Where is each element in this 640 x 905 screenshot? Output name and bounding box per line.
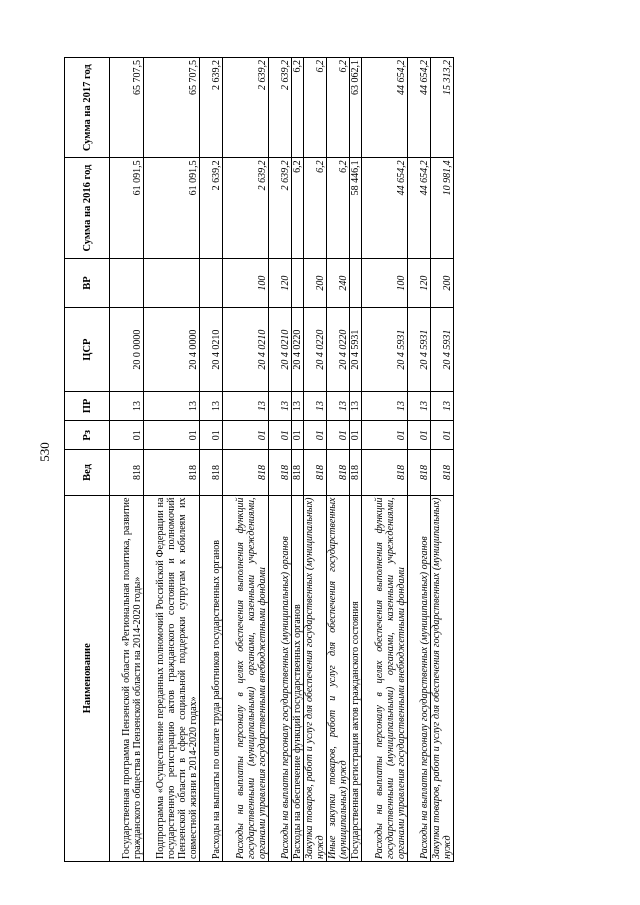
cell-name: Расходы на обеспечение функций государственных органов [292, 495, 304, 861]
cell-vr: 240 [327, 258, 350, 308]
table-row [431, 58, 454, 862]
cell-pr: 13 [350, 391, 362, 420]
header-pr: ПР [65, 391, 110, 420]
cell-csr: 20 4 5931 [350, 308, 362, 391]
header-rz: Рз [65, 421, 110, 450]
cell-rz: 01 [304, 421, 327, 450]
cell-vr [200, 258, 223, 308]
table-row [362, 58, 408, 862]
cell-sum-2017: 2 639,2 [269, 58, 292, 158]
cell-csr: 20 4 5931 [362, 308, 408, 391]
cell-csr: 20 4 0000 [144, 308, 200, 391]
cell-sum-2017: 44 654,2 [408, 58, 431, 158]
budget-table [64, 57, 454, 862]
cell-rz: 01 [327, 421, 350, 450]
cell-rz: 01 [362, 421, 408, 450]
cell-sum-2017: 6,2 [304, 58, 327, 158]
cell-pr: 13 [431, 391, 454, 420]
cell-ved: 818 [269, 450, 292, 495]
cell-vr [350, 258, 362, 308]
cell-sum-2017: 2 639,2 [200, 58, 223, 158]
cell-vr: 200 [431, 258, 454, 308]
cell-sum-2016: 44 654,2 [408, 158, 431, 258]
rotated-table-wrapper [64, 57, 564, 862]
cell-rz: 01 [408, 421, 431, 450]
table-row [292, 58, 304, 862]
cell-sum-2016: 2 639,2 [223, 158, 269, 258]
cell-sum-2017: 2 639,2 [223, 58, 269, 158]
cell-rz: 01 [292, 421, 304, 450]
header-name: Наименование [65, 495, 110, 861]
table-row [327, 58, 350, 862]
cell-sum-2016: 61 091,5 [110, 158, 144, 258]
cell-csr: 20 4 0220 [292, 308, 304, 391]
table-row [304, 58, 327, 862]
cell-name: Расходы на выплаты персоналу государственных (муниципальных) органов [269, 495, 292, 861]
cell-pr: 13 [223, 391, 269, 420]
cell-ved: 818 [144, 450, 200, 495]
cell-vr: 100 [223, 258, 269, 308]
cell-name: Расходы на выплаты персоналу государственных (муниципальных) органов [408, 495, 431, 861]
cell-name: Государственная программа Пензенской области «Региональная политика, развитие гражданского общества в Пензенской области на 2014-2020 годы» [110, 495, 144, 861]
cell-csr: 20 4 5931 [431, 308, 454, 391]
cell-rz: 01 [200, 421, 223, 450]
header-ved: Вед [65, 450, 110, 495]
cell-ved: 818 [304, 450, 327, 495]
cell-pr: 13 [292, 391, 304, 420]
cell-ved: 818 [408, 450, 431, 495]
table-row [110, 58, 144, 862]
cell-rz: 01 [431, 421, 454, 450]
header-sum-2016: Сумма на 2016 год [65, 158, 110, 258]
cell-name: Расходы на выплаты персоналу в целях обеспечения выполнения функций государственными (муниципальными) органами, казенными учреждениями, органами управления государственными внебюджетными фондами [362, 495, 408, 861]
cell-csr: 20 4 0210 [223, 308, 269, 391]
cell-pr: 13 [304, 391, 327, 420]
table-row [408, 58, 431, 862]
cell-csr: 20 4 0220 [327, 308, 350, 391]
cell-vr [144, 258, 200, 308]
cell-sum-2017: 6,2 [292, 58, 304, 158]
cell-sum-2016: 61 091,5 [144, 158, 200, 258]
cell-csr: 20 0 0000 [110, 308, 144, 391]
cell-sum-2016: 44 654,2 [362, 158, 408, 258]
header-csr: ЦСР [65, 308, 110, 391]
table-row [144, 58, 200, 862]
cell-rz: 01 [110, 421, 144, 450]
cell-rz: 01 [350, 421, 362, 450]
cell-ved: 818 [200, 450, 223, 495]
cell-pr: 13 [408, 391, 431, 420]
cell-vr [292, 258, 304, 308]
cell-rz: 01 [269, 421, 292, 450]
cell-rz: 01 [144, 421, 200, 450]
cell-name: Подпрограмма «Осуществление переданных полномочий Российской Федерации на государственную регистрацию актов гражданского состояния и полномочий Пензенской области в сфере социальной поддержки супругам к юбилеям их совместной жизни в 2014-2020 годах» [144, 495, 200, 861]
header-sum-2017: Сумма на 2017 год [65, 58, 110, 158]
table-row [269, 58, 292, 862]
cell-ved: 818 [223, 450, 269, 495]
cell-sum-2017: 63 062,1 [350, 58, 362, 158]
cell-vr: 120 [408, 258, 431, 308]
cell-sum-2016: 6,2 [304, 158, 327, 258]
cell-sum-2017: 6,2 [327, 58, 350, 158]
cell-vr [110, 258, 144, 308]
cell-pr: 13 [362, 391, 408, 420]
cell-sum-2016: 2 639,2 [200, 158, 223, 258]
cell-csr: 20 4 0210 [269, 308, 292, 391]
cell-csr: 20 4 5931 [408, 308, 431, 391]
cell-sum-2017: 65 707,5 [144, 58, 200, 158]
cell-pr: 13 [269, 391, 292, 420]
cell-pr: 13 [200, 391, 223, 420]
cell-pr: 13 [110, 391, 144, 420]
cell-name: Иные закупки товаров, работ и услуг для обеспечения государственных (муниципальных) нужд [327, 495, 350, 861]
table-row [223, 58, 269, 862]
table-row [200, 58, 223, 862]
cell-sum-2016: 10 981,4 [431, 158, 454, 258]
cell-pr: 13 [144, 391, 200, 420]
table-body [110, 58, 454, 862]
cell-vr: 100 [362, 258, 408, 308]
cell-name: Закупка товаров, работ и услуг для обеспечения государственных (муниципальных) нужд [431, 495, 454, 861]
table-header-row [65, 58, 110, 862]
cell-ved: 818 [292, 450, 304, 495]
cell-sum-2016: 6,2 [292, 158, 304, 258]
page-number: 530 [37, 442, 52, 462]
cell-name: Государственная регистрация актов гражданского состояния [350, 495, 362, 861]
cell-ved: 818 [110, 450, 144, 495]
cell-sum-2016: 6,2 [327, 158, 350, 258]
cell-name: Расходы на выплаты по оплате труда работников государственных органов [200, 495, 223, 861]
cell-ved: 818 [327, 450, 350, 495]
cell-vr: 120 [269, 258, 292, 308]
cell-name: Расходы на выплаты персоналу в целях обеспечения выполнения функций государственными (муниципальными) органами, казенными учреждениями, органами управления государственными внебюджетными фондами [223, 495, 269, 861]
header-vr: ВР [65, 258, 110, 308]
cell-sum-2017: 44 654,2 [362, 58, 408, 158]
cell-ved: 818 [431, 450, 454, 495]
cell-pr: 13 [327, 391, 350, 420]
cell-sum-2017: 15 313,2 [431, 58, 454, 158]
cell-sum-2016: 58 446,1 [350, 158, 362, 258]
cell-ved: 818 [362, 450, 408, 495]
cell-csr: 20 4 0210 [200, 308, 223, 391]
cell-csr: 20 4 0220 [304, 308, 327, 391]
cell-sum-2016: 2 639,2 [269, 158, 292, 258]
table-row [350, 58, 362, 862]
cell-sum-2017: 65 707,5 [110, 58, 144, 158]
cell-name: Закупка товаров, работ и услуг для обеспечения государственных (муниципальных) нужд [304, 495, 327, 861]
cell-vr: 200 [304, 258, 327, 308]
cell-rz: 01 [223, 421, 269, 450]
cell-ved: 818 [350, 450, 362, 495]
